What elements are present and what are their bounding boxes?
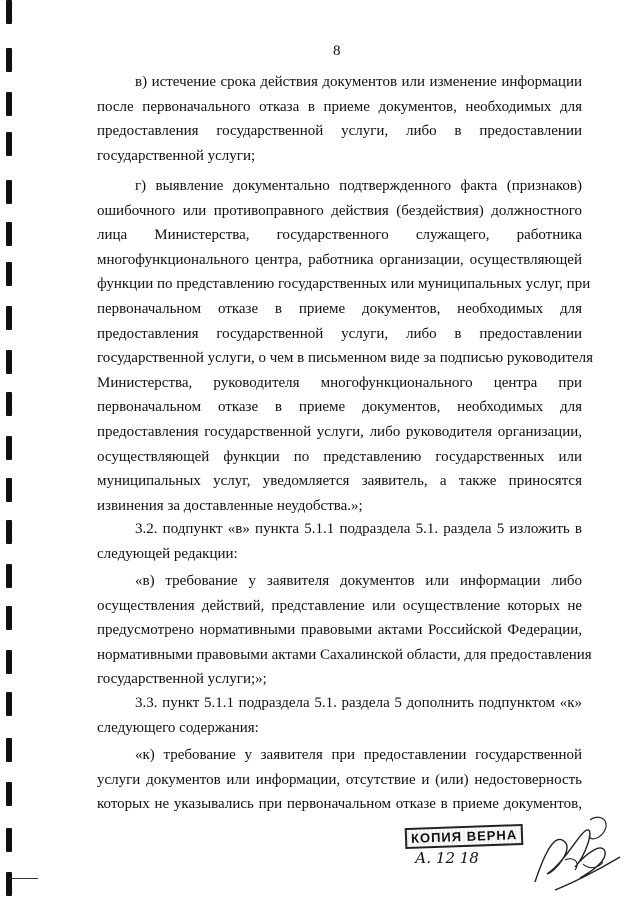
text-line: нормативными правовыми актами Сахалинской области, для предоставления: [97, 646, 592, 663]
copy-stamp: [405, 826, 530, 876]
binding-hole: [6, 692, 12, 716]
text-line: предоставления государственной услуги, либо руководителя организации,: [97, 423, 582, 440]
text-line: следующего содержания:: [97, 719, 259, 736]
binding-hole: [6, 520, 12, 544]
text-line: после первоначального отказа в приеме документов, необходимых для: [97, 98, 582, 115]
binding-hole: [6, 306, 12, 330]
binding-hole: [6, 0, 12, 24]
binding-hole: [6, 132, 12, 156]
paragraph-quote-k: [97, 743, 582, 817]
paragraph-3-2: [97, 517, 582, 566]
binding-hole: [6, 478, 12, 502]
paragraph-3-3: [97, 691, 582, 740]
binding-hole: [6, 222, 12, 246]
page-number: 8: [333, 43, 341, 59]
text-line: лица Министерства, государственного служащего, работника: [97, 227, 582, 244]
text-line: «к) требование у заявителя при предоставлении государственной: [135, 747, 582, 763]
binding-hole: [6, 782, 12, 806]
paragraph-g: [97, 174, 594, 518]
paragraph-quote-v: [97, 569, 592, 692]
text-line: г) выявление документально подтвержденного факта (признаков): [135, 178, 582, 194]
binding-mark: [10, 878, 38, 879]
binding-hole: [6, 436, 12, 460]
binding-hole: [6, 180, 12, 204]
text-line: предоставления государственной услуги, либо в предоставлении: [97, 325, 582, 342]
binding-hole: [6, 606, 12, 630]
text-line: муниципальных услуг, уведомляется заявитель, а также приносятся: [97, 473, 582, 490]
text-line: предусмотрено нормативными правовыми актами Российской Федерации,: [97, 622, 582, 639]
binding-holes: [6, 0, 14, 905]
text-line: Министерства, руководителя многофункционального центра при: [97, 374, 582, 391]
stamp-date: А. 12 18: [415, 849, 479, 867]
text-line: 3.3. пункт 5.1.1 подраздела 5.1. раздела 5 дополнить подпунктом «к»: [135, 695, 582, 711]
binding-hole: [6, 872, 12, 896]
text-line: многофункционального центра, работника организации, осуществляющей: [97, 251, 582, 268]
text-line: предоставления государственной услуги, либо в предоставлении: [97, 123, 582, 140]
text-line: государственной услуги;: [97, 147, 256, 164]
text-line: государственной услуги, о чем в письменном виде за подписью руководителя: [97, 350, 594, 367]
binding-hole: [6, 738, 12, 762]
text-line: 3.2. подпункт «в» пункта 5.1.1 подраздела 5.1. раздела 5 изложить в: [135, 521, 582, 537]
text-line: в) истечение срока действия документов или изменение информации: [135, 74, 582, 90]
text-line: следующей редакции:: [97, 545, 238, 562]
text-line: осуществляющей функции по представлению государственных или: [97, 448, 582, 465]
binding-hole: [6, 650, 12, 674]
binding-hole: [6, 350, 12, 374]
text-line: извинения за доставленные неудобства.»;: [97, 497, 363, 514]
text-line: «в) требование у заявителя документов или информации либо: [135, 573, 582, 589]
text-line: которых не указывались при первоначальном отказе в приеме документов,: [97, 796, 582, 813]
binding-hole: [6, 92, 12, 116]
text-line: государственной услуги;»;: [97, 671, 267, 688]
binding-hole: [6, 828, 12, 852]
paragraph-v: [97, 70, 582, 168]
binding-hole: [6, 262, 12, 286]
text-line: услуги документов или информации, отсутствие и (или) недостоверность: [97, 771, 582, 788]
text-line: ошибочного или противоправного действия (бездействия) должностного: [97, 202, 582, 219]
binding-hole: [6, 48, 12, 72]
text-line: осуществления действий, представление или осуществление которых не: [97, 597, 582, 614]
stamp-label: КОПИЯ ВЕРНА: [405, 824, 524, 849]
text-line: функции по представлению государственных или муниципальных услуг, при: [97, 276, 591, 293]
text-line: первоначальном отказе в приеме документов, необходимых для: [97, 300, 582, 317]
signature: [525, 812, 625, 897]
text-line: первоначальном отказе в приеме документов, необходимых для: [97, 399, 582, 416]
binding-hole: [6, 564, 12, 588]
binding-hole: [6, 392, 12, 416]
